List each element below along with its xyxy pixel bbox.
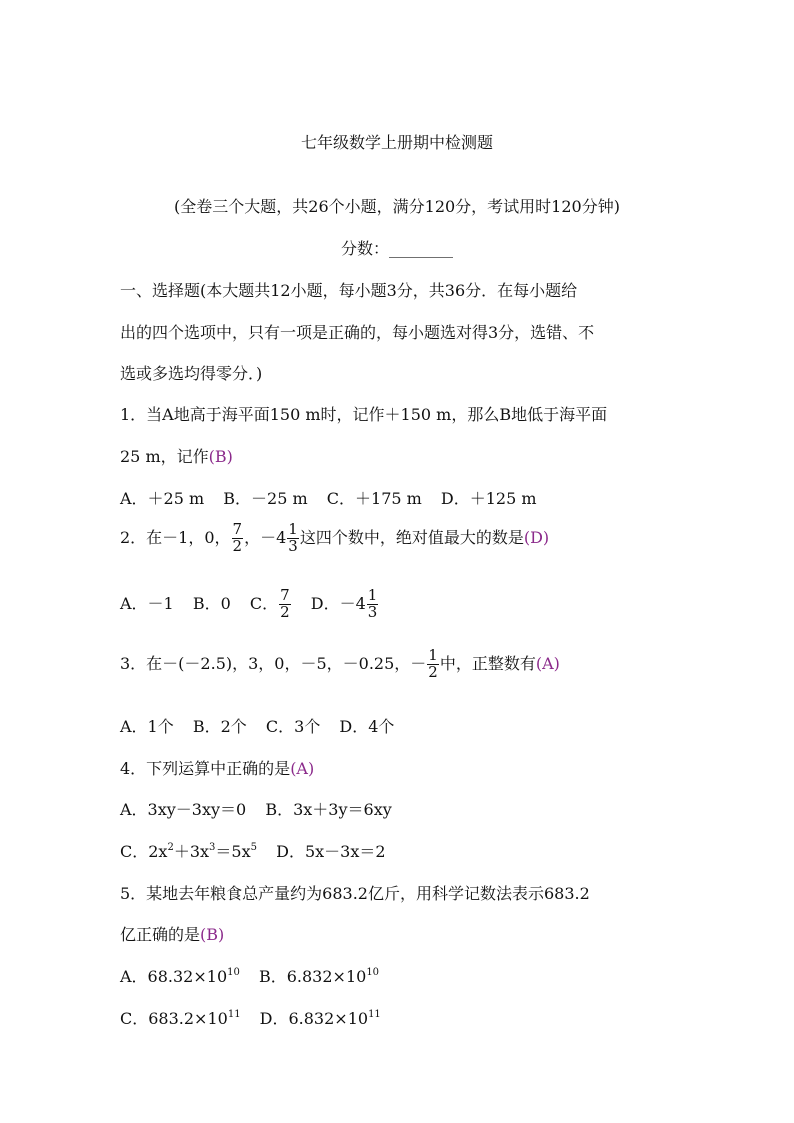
q4-stem — [120, 756, 314, 779]
section1-line-2: 出的四个选项中，只有一项是正确的，每小题选对得3分，选错、不 — [120, 323, 595, 342]
section1-line-3: 选或多选均得零分．) — [120, 364, 263, 383]
q2-option-d: D．－4 $\frac{1}{3}$ — [310, 586, 378, 621]
q2-fraction-1-3: $\frac{1}{3}$ — [288, 520, 298, 555]
q5-answer: (B) — [200, 925, 225, 944]
q1-stem-line-2 — [120, 444, 233, 467]
q3-option-c: C．3个 — [265, 717, 321, 736]
section1-line-1: 一、选择题(本大题共12小题，每小题3分，共36分．在每小题给 — [120, 281, 578, 300]
q2-prefix: 2．在－1，0， — [120, 527, 231, 547]
q2-options — [120, 588, 393, 621]
q3-suffix: 中，正整数有 — [439, 653, 536, 673]
q2-option-c-fraction: $\frac{7}{2}$ — [280, 586, 290, 621]
q1-answer: (B) — [208, 447, 233, 466]
score-line — [0, 236, 794, 259]
q1-option-a: A．＋25 m — [120, 489, 205, 508]
q5-stem-text: 亿正确的是 — [120, 925, 201, 944]
score-label: 分数： — [340, 239, 389, 258]
q3-stem — [120, 648, 560, 681]
q5-option-c: C．$683.2\times 10^{11}$ — [120, 1009, 241, 1028]
q1-option-c: C．＋175 m — [326, 489, 422, 508]
q4-options-row-2 — [120, 839, 400, 862]
q2-option-c: C． $\frac{7}{2}$ — [249, 586, 290, 621]
q3-prefix: 3．在－(－2.5)，3，0，－5，－0.25，－ — [120, 653, 427, 673]
exam-subtitle: (全卷三个大题，共26个小题，满分120分，考试用时120分钟) — [174, 197, 620, 216]
q5-stem-line-1: 5．某地去年粮食总产量约为683.2亿斤，用科学记数法表示683.2 — [120, 884, 590, 903]
q1-option-b: B．－25 m — [223, 489, 308, 508]
score-blank: ________ — [389, 239, 453, 258]
q4-options-row-1 — [120, 797, 406, 820]
q3-option-a: A．1个 — [120, 717, 174, 736]
q5-option-b: B．$6.832\times 10^{10}$ — [258, 967, 380, 986]
q2-option-b: B．0 — [192, 593, 231, 613]
q2-stem — [120, 522, 549, 555]
q4-stem-text: 4．下列运算中正确的是 — [120, 759, 291, 778]
q2-suffix: 这四个数中，绝对值最大的数是 — [299, 527, 524, 547]
q1-stem-text: 25 m，记作 — [120, 447, 209, 466]
q5-option-a: A．$68.32\times 10^{10}$ — [120, 967, 240, 986]
q5-options-row-1 — [120, 964, 393, 987]
q4-option-b: B．3x＋3y＝6xy — [265, 800, 392, 819]
q3-option-d: D．4个 — [339, 717, 395, 736]
page-title: 七年级数学上册期中检测题 — [300, 133, 493, 152]
q2-answer: (D) — [523, 527, 550, 547]
q4-option-a: A．3xy－3xy＝0 — [120, 800, 247, 819]
q1-option-d: D．＋125 m — [440, 489, 537, 508]
q1-stem-line-1: 1．当A地高于海平面150 m时，记作＋150 m，那么B地低于海平面 — [120, 405, 608, 424]
q2-option-a: A．－1 — [120, 593, 174, 613]
q5-options-row-2 — [120, 1006, 395, 1029]
q3-options — [120, 714, 408, 737]
q2-option-d-fraction: $\frac{1}{3}$ — [367, 586, 378, 621]
q1-options — [120, 486, 551, 509]
q4-answer: (A) — [290, 759, 315, 778]
q5-stem-line-2 — [120, 922, 224, 945]
q3-fraction-1-2: $\frac{1}{2}$ — [428, 646, 438, 681]
q3-answer: (A) — [535, 653, 560, 673]
q2-sep: ，－4 — [244, 527, 287, 547]
q4-option-d: D．5x－3x＝2 — [276, 842, 386, 861]
q4-option-c: C．$2x^2+3x^3=5x^5$ — [120, 842, 258, 861]
q3-option-b: B．2个 — [192, 717, 247, 736]
q5-option-d: D．$6.832\times 10^{11}$ — [259, 1009, 381, 1028]
q2-fraction-7-2: $\frac{7}{2}$ — [232, 520, 243, 555]
